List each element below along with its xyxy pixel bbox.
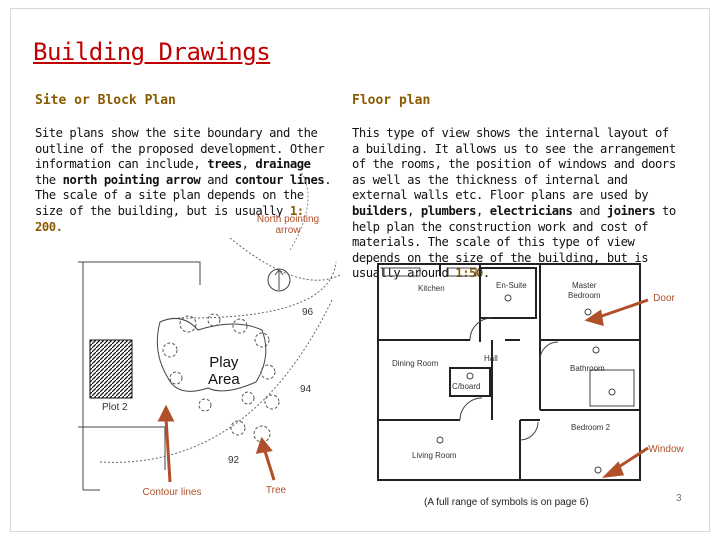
tree-callout: Tree <box>265 485 287 496</box>
cboard-label: C/board <box>452 382 481 391</box>
contour-94-label: 94 <box>300 384 312 395</box>
footnote: (A full range of symbols is on page 6) <box>424 497 589 508</box>
door-callout: Door <box>653 293 675 304</box>
plot-2-label: Plot 2 <box>102 402 128 413</box>
contour-92-label: 92 <box>228 455 240 466</box>
bedroom-2-label: Bedroom 2 <box>571 423 611 432</box>
floor-plan-heading: Floor plan <box>352 93 431 108</box>
kitchen-label: Kitchen <box>418 284 445 293</box>
page-number: 3 <box>676 493 682 504</box>
site-plan-heading: Site or Block Plan <box>35 93 176 108</box>
hall-label: Hall <box>484 354 498 363</box>
contour-lines-callout: Contour lines <box>142 487 202 498</box>
window-callout: Window <box>648 444 684 455</box>
slide-title: Building Drawings <box>33 38 271 66</box>
play-area-label: Play Area <box>208 354 240 388</box>
bathroom-label: Bathroom <box>570 364 605 373</box>
dining-room-label: Dining Room <box>392 359 439 368</box>
floor-plan-text: This type of view shows the internal layout of a building. It allows us to see the arrangement of the rooms, the position of windows and doors as well as the thickness of internal and external walls etc. Floor plans are used by builders, plumbers, electricians and joiners to help plan the construction work and cost of materials. The scale of this type of view depends on the size of the building, but is usually around 1:50. <box>352 126 676 281</box>
site-plan-text: Site plans show the site boundary and the outline of the proposed development. Other information can include, trees, drainage the north pointing arrow and contour lines. The scale of a site plan depends on the size of the building, but is usually 1: 200. <box>35 126 332 234</box>
master-bedroom-label: Master Bedroom <box>568 281 601 300</box>
contour-96-label: 96 <box>302 307 314 318</box>
north-arrow-callout: North pointing arrow <box>256 214 320 236</box>
en-suite-label: En-Suite <box>496 281 527 290</box>
living-room-label: Living Room <box>412 451 457 460</box>
